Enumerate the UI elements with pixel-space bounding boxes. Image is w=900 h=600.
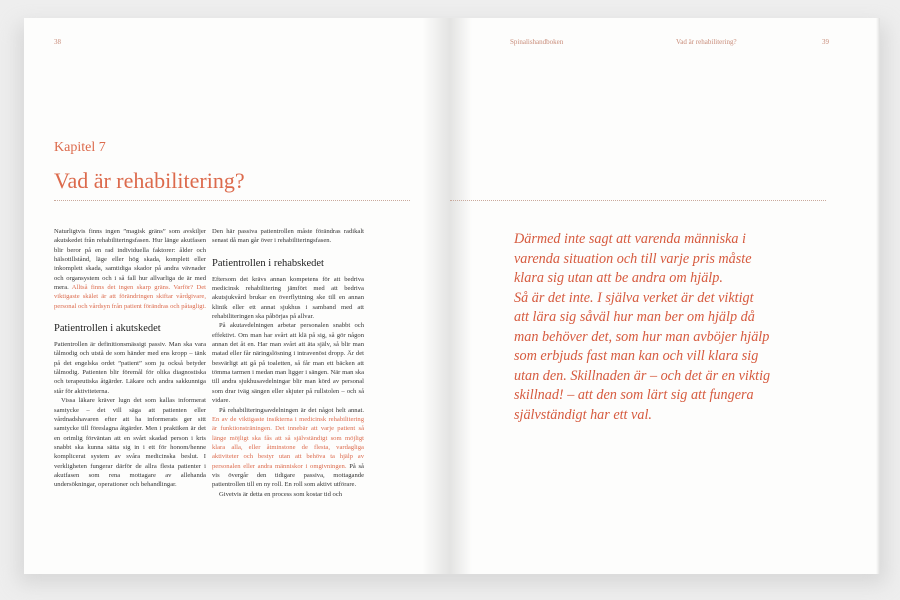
chapter-title: Vad är rehabilitering? xyxy=(54,168,245,193)
quote-line: Därmed inte sagt att varenda människa i xyxy=(514,231,746,247)
right-gutter-shade xyxy=(450,18,472,574)
col2-heading: Patientrollen i rehabskedet xyxy=(212,257,324,269)
col1-body-1: Patientrollen är definitionsmässigt passiv. Man ska vara tålmodig och utstå de som händer med ens kropp – tänk på det engelska ordet ”patient” som ju också betyder tålmodig. Patienten blir föremål för olika diagnostiska och terapeutiska åtgärder. Läkare och andra sakkunniga står för aktiviteterna. xyxy=(54,341,206,395)
page-number-right: 39 xyxy=(822,38,829,46)
running-head-book: Spinalishandboken xyxy=(510,38,564,46)
col2-body-2: På akutavdelningen arbetar personalen snabbt och effektivt. Om man har svårt att klä på sig, så gör någon annan det åt en. Har man svårt att äta själv, så blir man matad eller får näringslösning i intravenöst dropp. Är det besvärligt att gå på toaletten, så får man ett bäcken att tömma tarmen i medan man ligger i sängen. När man ska till andra sjukhusavdelningar blir man körd av personal som drar iväg sängen eller skjuter på rullstolen – och så vidare. xyxy=(212,322,364,405)
col2-intro: Den här passiva patientrollen måste förändras radikalt senast då man går över i rehabiliteringsfasen. xyxy=(212,228,364,245)
left-gutter-shade xyxy=(422,18,450,574)
quote-line: att lära sig såväl hur man ber om hjälp då xyxy=(514,309,755,325)
right-edge-shade xyxy=(876,18,880,574)
quote-line: Så är det inte. I själva verket är det viktigt xyxy=(514,289,754,306)
right-page xyxy=(450,18,880,574)
col2-body-1: Eftersom det krävs annan kompetens för att bedriva medicinsk rehabilitering jämfört med att bedriva akutsjukvård brukar en överflyttning ske till en annan klinik eller ett annat sjukhus i samband med att rehabiliteringen ska påbörjas på allvar. xyxy=(212,275,364,321)
col1-intro-highlight: Alltså finns det ingen skarp gräns. Varför? Det viktigaste skälet är att förändringen skiftar vårdgivare, personal och vårdsyn från patient förändras och påtagligt. xyxy=(54,284,206,310)
col2-body-3-end: På så vis övergår den tidigare passiva, mottagande patientrollen till en ny roll. En roll som aktivt utförare. xyxy=(212,462,364,489)
quote-line: utan den. Skillnaden är – och det är en viktig xyxy=(514,367,771,384)
quote-line: klara sig utan att be andra om hjälp. xyxy=(514,270,723,286)
col1-intro: Naturligtvis finns ingen ”magisk gräns” som avskiljer akutskedet från rehabiliteringsfasen. Hur länge akutfasen blir beror på en rad individuella faktorer: ålder och hälsotillstånd, läge eller hög skada, komplett eller inkomplett skada, samtidiga skador på andra vävnader och organsystem och i så fall hur allvarliga de är med mera. xyxy=(54,228,206,292)
quote-line: som erbjuds fast man kan och vill klara sig xyxy=(514,348,759,364)
page-number-left: 38 xyxy=(54,38,61,46)
column-1 xyxy=(54,227,206,490)
col1-heading: Patientrollen i akutskedet xyxy=(54,323,161,335)
col2-body-4: Givetvis är detta en process som kostar tid och xyxy=(219,490,343,498)
left-page xyxy=(24,18,450,574)
column-2 xyxy=(212,227,364,499)
quote-line: självständigt har ett val. xyxy=(514,406,652,423)
col1-body-2: Vissa läkare kräver lugn det som kallas informerat samtycke – det vill säga att patienten eller vårdnadshavaren efter att ha informerats ger sitt samtycke till föreslagna åtgärder. Men i praktiken är det en orimlig förväntan att en svårt skadad person i kris snabbt ska kunna sätta sig in i ett för honom/henne komplicerat system av svåra medicinska beslut. I verkligheten fungerar därför de allra flesta patienter i akutfasen som rena mottagare av allehanda undersökningar, operationer och behandlingar. xyxy=(54,397,206,489)
quote-line: skillnad! – att den som lärt sig att fungera xyxy=(514,387,754,403)
chapter-divider-right xyxy=(450,200,826,201)
pull-quote xyxy=(514,230,794,425)
chapter-label: Kapitel 7 xyxy=(54,140,106,155)
col2-body-3-highlight: En av de viktigaste insikterna i medicinsk rehabilitering är funktionsträningen. Det innebär att varje patient så länge möjligt ska fås att så självständigt som möjligt klara alla, eller åtminstone de flesta, vardagliga aktiviteter och bestyr utan att behöva ta hjälp av personalen eller andra människor i omgivningen. xyxy=(212,415,364,470)
quote-line: varenda situation och till varje pris måste xyxy=(514,250,752,267)
col2-body-3: På rehabiliteringsavdelningen är det något helt annat. xyxy=(219,406,364,414)
chapter-divider xyxy=(54,200,410,201)
quote-line: man behöver det, som hur man avböjer hjälp xyxy=(514,328,770,345)
running-head-chapter: Vad är rehabilitering? xyxy=(676,38,737,46)
